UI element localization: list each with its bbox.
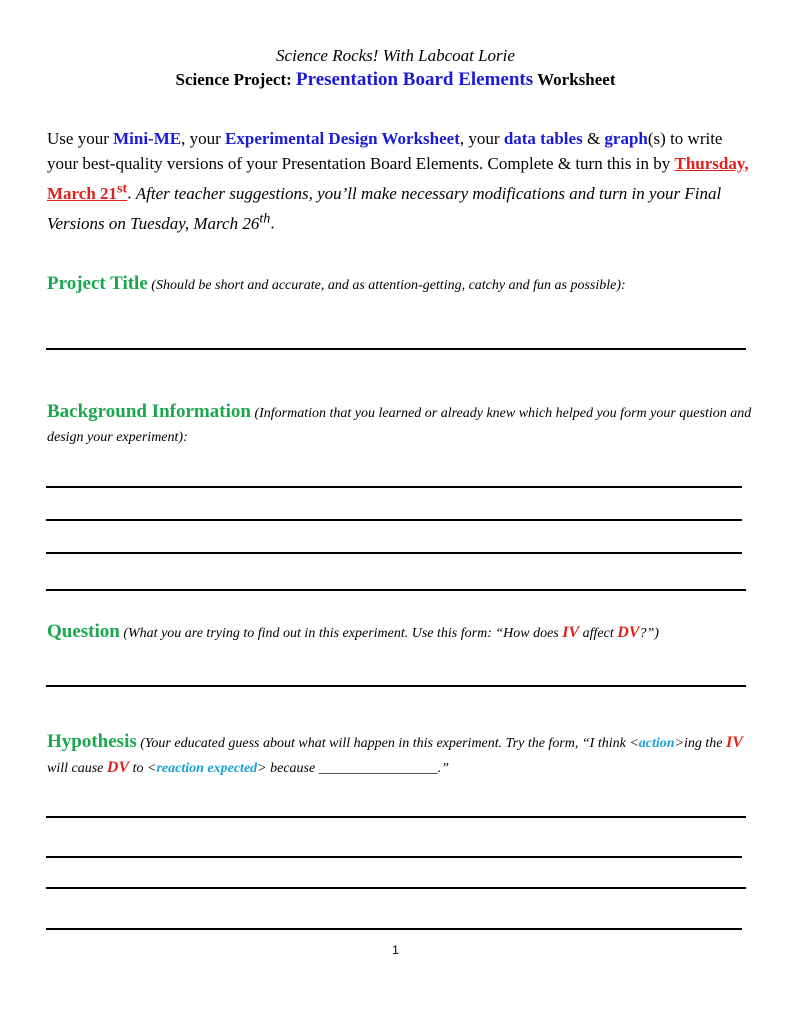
experimental-design-worksheet-term: Experimental Design Worksheet [225, 129, 460, 148]
question-iv: IV [562, 624, 580, 641]
background-section [47, 400, 752, 450]
intro-text: (s) to write your best-quality versions of your Presentation Board Elements. Complete & turn this in by [47, 129, 723, 173]
project-title-heading: Project Title [47, 273, 148, 294]
intro-text: , your [459, 129, 504, 148]
question-note: ?”) [639, 626, 659, 641]
hypothesis-note: to < [129, 761, 157, 776]
series-title: Science Rocks! With Labcoat Lorie [276, 46, 515, 65]
intro-text: , your [181, 129, 226, 148]
question-note: affect [579, 626, 618, 641]
project-title-answer-line[interactable] [46, 348, 746, 350]
final-versions-text: After teacher suggestions, you’ll make necessary modifications and turn in your Final Versions on Tuesday, March 26 [47, 183, 722, 233]
hypothesis-section [47, 730, 752, 781]
hypothesis-action: action [638, 736, 675, 751]
question-dv: DV [617, 624, 640, 641]
hypothesis-answer-line[interactable] [46, 856, 742, 858]
background-answer-line[interactable] [46, 486, 742, 488]
hypothesis-note: will cause [47, 761, 107, 776]
hypothesis-answer-line[interactable] [46, 887, 746, 889]
intro-text: . [270, 213, 275, 233]
worksheet-title-highlight: Presentation Board Elements [296, 69, 534, 90]
intro-text: . [127, 183, 136, 203]
hypothesis-reaction-expected: reaction expected [156, 761, 258, 776]
question-heading: Question [47, 621, 120, 642]
worksheet-title-suffix: Worksheet [537, 70, 616, 89]
hypothesis-answer-line[interactable] [46, 816, 746, 818]
background-answer-line[interactable] [46, 552, 742, 554]
graph-term: graph [604, 129, 648, 148]
final-date-suffix: th [259, 210, 271, 227]
background-answer-line[interactable] [46, 519, 742, 521]
worksheet-title-label: Science Project: [175, 70, 292, 89]
question-section [47, 620, 752, 646]
instructions-paragraph [47, 127, 752, 236]
question-answer-line[interactable] [46, 685, 746, 687]
hypothesis-note: (Your educated guess about what will happen in this experiment. Try the form, “I think < [136, 736, 639, 751]
hypothesis-note: > because _________________.” [257, 761, 449, 776]
background-heading: Background Information [47, 401, 251, 422]
worksheet-title [0, 69, 791, 91]
background-answer-line[interactable] [46, 589, 746, 591]
intro-text: Use your [47, 129, 114, 148]
page-number: 1 [392, 943, 399, 957]
final-versions-note [47, 184, 721, 233]
due-date-text: Thursday, March 21 [47, 153, 749, 203]
mini-me-term: Mini-ME [113, 129, 182, 148]
project-title-section [47, 272, 752, 298]
project-title-note: (Should be short and accurate, and as attention-getting, catchy and fun as possible): [147, 278, 626, 293]
hypothesis-answer-line[interactable] [46, 928, 742, 930]
hypothesis-iv: IV [726, 734, 743, 751]
question-note: (What you are trying to find out in this experiment. Use this form: “How does [119, 626, 563, 641]
hypothesis-note: >ing the [674, 736, 727, 751]
background-note: (Information that you learned or already knew which helped you form your question and design your experiment): [47, 406, 752, 445]
due-date-suffix: st [117, 180, 128, 196]
hypothesis-heading: Hypothesis [47, 731, 137, 752]
hypothesis-dv: DV [106, 759, 130, 776]
data-tables-term: data tables [503, 129, 583, 148]
intro-text: & [582, 129, 605, 148]
